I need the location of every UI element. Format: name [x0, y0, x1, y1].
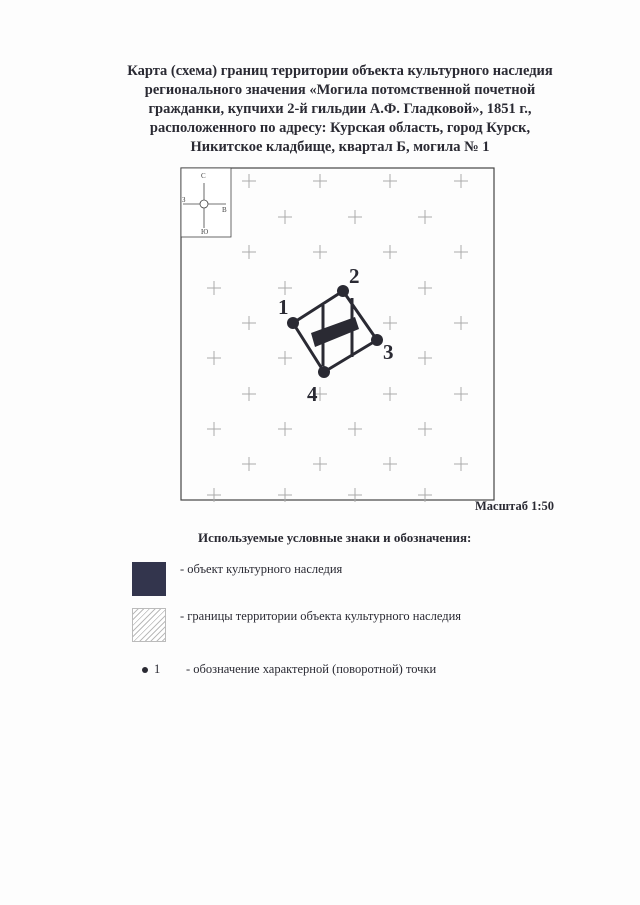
grave-cross-icon [313, 457, 327, 471]
grave-cross-icon [348, 422, 362, 436]
point-marker [337, 285, 349, 297]
grave-cross-icon [454, 174, 468, 188]
grave-cross-icon [207, 422, 221, 436]
grave-cross-icon [418, 351, 432, 365]
grave-cross-icon [242, 316, 256, 330]
compass-north: С [201, 172, 206, 180]
grave-cross-icon [383, 457, 397, 471]
title-line: Никитское кладбище, квартал Б, могила № 1 [190, 139, 490, 155]
grave-cross-icon [278, 422, 292, 436]
compass-west: З [182, 196, 186, 204]
cemetery-symbols [207, 174, 468, 502]
legend-point-icon [142, 667, 148, 673]
point-label: 1 [278, 295, 289, 319]
grave-cross-icon [418, 422, 432, 436]
grave-cross-icon [313, 174, 327, 188]
grave-cross-icon [242, 457, 256, 471]
title-line: расположенного по адресу: Курская область, город Курск, [149, 120, 531, 136]
point-marker [371, 334, 383, 346]
grave-cross-icon [454, 387, 468, 401]
compass-east: В [222, 206, 227, 214]
legend-boundary-text: - границы территории объекта культурного наследия [180, 609, 462, 623]
grave-cross-icon [278, 351, 292, 365]
grave-cross-icon [454, 245, 468, 259]
legend-boundary-swatch [132, 608, 166, 642]
title-line: Карта (схема) границ территории объекта культурного наследия [127, 63, 553, 79]
point-marker [287, 317, 299, 329]
grave-cross-icon [278, 281, 292, 295]
grave-cross-icon [242, 387, 256, 401]
grave-cross-icon [242, 245, 256, 259]
grave-cross-icon [242, 174, 256, 188]
legend-object-swatch [132, 562, 166, 596]
grave-cross-icon [454, 457, 468, 471]
grave-cross-icon [348, 210, 362, 224]
map-scale: Масштаб 1:50 [475, 499, 554, 513]
title-line: гражданки, купчихи 2-й гильдии А.Ф. Гладковой», 1851 г., [148, 101, 532, 117]
legend-object-text: - объект культурного наследия [180, 562, 343, 576]
grave-cross-icon [383, 316, 397, 330]
point-label: 3 [383, 340, 394, 364]
point-marker [318, 366, 330, 378]
legend-point-text: - обозначение характерной (поворотной) точки [186, 662, 437, 676]
compass-south: Ю [201, 228, 209, 236]
grave-cross-icon [454, 316, 468, 330]
grave-cross-icon [207, 351, 221, 365]
title-line: регионального значения «Могила потомственной почетной [144, 82, 536, 98]
legend-title: Используемые условные знаки и обозначения: [198, 530, 472, 545]
grave-cross-icon [383, 245, 397, 259]
grave-cross-icon [418, 281, 432, 295]
compass-icon [181, 168, 231, 237]
grave-cross-icon [207, 281, 221, 295]
grave-cross-icon [418, 210, 432, 224]
grave-cross-icon [313, 245, 327, 259]
point-label: 2 [349, 264, 360, 288]
grave-cross-icon [383, 387, 397, 401]
point-label: 4 [307, 382, 318, 406]
grave-cross-icon [278, 210, 292, 224]
grave-cross-icon [383, 174, 397, 188]
legend-point-label: 1 [154, 662, 161, 676]
